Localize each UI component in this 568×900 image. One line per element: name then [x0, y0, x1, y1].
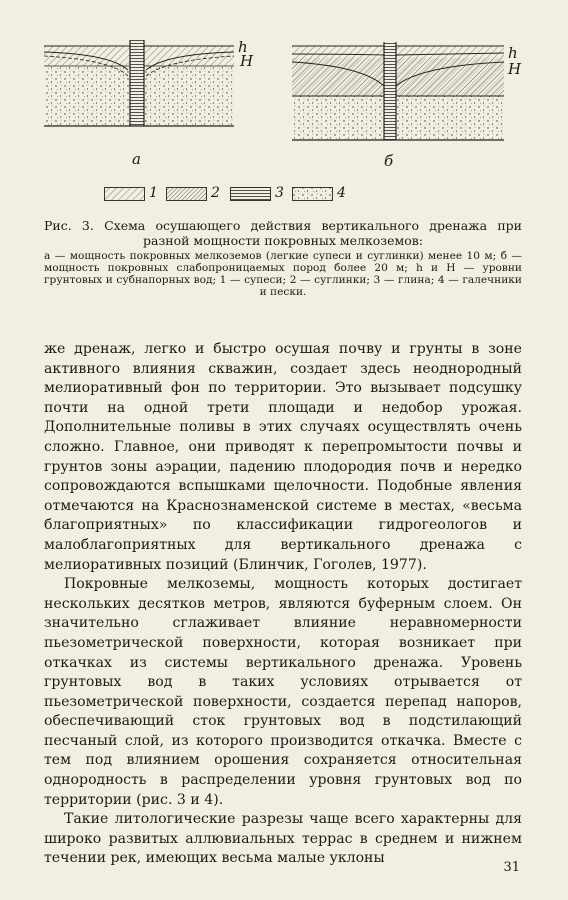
diagram-b — [292, 42, 504, 140]
clay-swatch — [230, 186, 272, 202]
legend-label-1: 1 — [149, 185, 158, 201]
level-h-label-a: h — [238, 38, 248, 56]
legend-label-2: 2 — [211, 185, 220, 201]
body-text — [44, 340, 522, 869]
level-H-label-a: H — [240, 52, 254, 70]
paragraph-1: же дренаж, легко и быстро осушая почву и грунты в зоне активного влияния скважин, создает здесь неоднородный мелиоративный фон по территории. Это вызывает подсушку почти на одной трети площади и недобор урожая. Дополнительные поливы в этих случаях осуществлять очень сложно. Главное, они приводят к перепромытости почвы и грунтов зоны аэрации, падению плодородия почв и нередко сопровождаются вспышками щелочности. Подобные явления отмечаются на Краснознаменской системе в местах, «весьма благоприятных» по классификации гидрогеологов и малоблагоприятных для вертикального дренажа с мелиоративных позиций (Блинчик, Гоголев, 1977). — [44, 341, 522, 573]
figure-3 — [0, 0, 568, 210]
diagram-a — [44, 40, 234, 126]
drainage-diagrams — [0, 0, 568, 186]
gravel-sand-swatch — [292, 186, 334, 202]
figure-caption — [44, 218, 522, 298]
level-h-label-b: h — [508, 44, 518, 62]
page-number: 31 — [503, 860, 520, 875]
sandy-loam-swatch — [104, 186, 146, 202]
diagram-b-label: б — [384, 152, 394, 170]
level-H-label-b: H — [508, 60, 522, 78]
caption-notes: а — мощность покровных мелкоземов (легкие супеси и суглинки) менее 10 м; б — мощность покровных слабопроницаемых пород более 20 м; h и H — уровни грунтовых и субнапорных вод; 1 — супеси; 2 — суглинки; 3 — глина; 4 — галечники и пески. — [44, 250, 522, 298]
paragraph-2: Покровные мелкоземы, мощность которых достигает нескольких десятков метров, являются буферным слоем. Он значительно сглаживает влияние неравномерности пьезометрической поверхности, которая возникает при откачках из системы вертикального дренажа. Уровень грунтовых вод в таких условиях отрывается от пьезометрической поверхности, создается перепад напоров, обеспечивающий сток грунтовых вод в подстилающий песчаный слой, из которого производится откачка. Вместе с тем под влиянием орошения сохраняется относительная однородность в распределении уровня грунтовых вод по территории (рис. 3 и 4). — [44, 576, 522, 808]
loam-swatch — [166, 186, 208, 202]
legend-label-3: 3 — [275, 185, 284, 201]
diagram-a-label: а — [132, 150, 141, 168]
caption-title: Рис. 3. Схема осушающего действия вертикального дренажа при разной мощности покровных мелкоземов: — [44, 218, 522, 248]
legend-label-4: 4 — [337, 185, 346, 201]
paragraph-3: Такие литологические разрезы чаще всего характерны для широко развитых аллювиальных террас в среднем и нижнем течении рек, имеющих весьма малые уклоны — [44, 811, 522, 867]
